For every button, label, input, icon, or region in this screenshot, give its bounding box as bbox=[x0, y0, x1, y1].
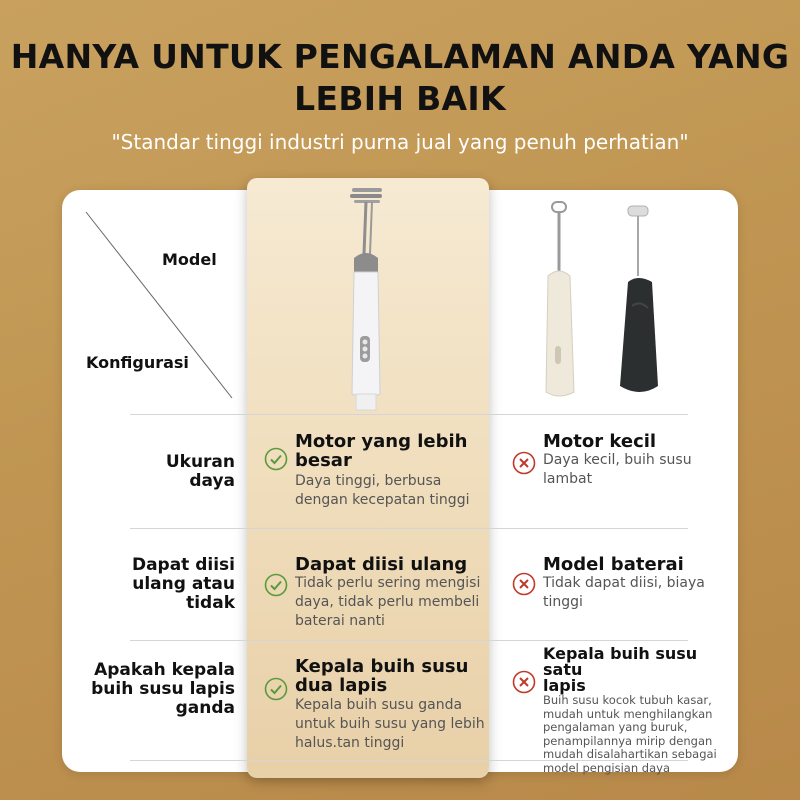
desc-line: model pengisian daya bbox=[543, 760, 670, 775]
page-headline bbox=[0, 36, 800, 120]
desc-line: mudah disalahartikan sebagai bbox=[543, 747, 717, 761]
ours-power-cell bbox=[295, 432, 485, 510]
row-divider-3 bbox=[130, 640, 688, 641]
cross-circle-icon bbox=[512, 451, 536, 475]
row-divider-2 bbox=[130, 528, 688, 529]
ours-recharge-title bbox=[295, 555, 487, 574]
theirs-power-title bbox=[543, 432, 723, 451]
row-label-line: ulang atau bbox=[132, 574, 235, 594]
desc-line: penampilannya mirip dengan bbox=[543, 733, 713, 748]
theirs-head-desc bbox=[543, 694, 728, 775]
row-label-power bbox=[166, 453, 235, 491]
title-line: Model baterai bbox=[543, 554, 684, 575]
row-divider-1 bbox=[130, 414, 688, 415]
row-label-line: ganda bbox=[175, 698, 235, 718]
desc-line: Daya kecil, buih susu bbox=[543, 452, 692, 468]
title-line: dua lapis bbox=[295, 675, 388, 696]
header-model-label: Model bbox=[162, 250, 217, 269]
row-label-line: daya bbox=[189, 471, 235, 491]
theirs-power-cell bbox=[543, 432, 723, 489]
cross-circle-icon bbox=[512, 572, 536, 596]
row-label-rechargeable bbox=[132, 556, 235, 613]
headline-line-2: LEBIH BAIK bbox=[294, 79, 506, 118]
ours-power-desc bbox=[295, 472, 485, 510]
cross-circle-icon bbox=[512, 670, 536, 694]
title-line: Dapat diisi ulang bbox=[295, 554, 468, 575]
ours-head-desc bbox=[295, 696, 487, 753]
ours-recharge-cell bbox=[295, 555, 487, 631]
ours-power-title bbox=[295, 432, 485, 470]
desc-line: Daya tinggi, berbusa bbox=[295, 473, 442, 489]
desc-line: Tidak dapat diisi, biaya bbox=[543, 575, 705, 591]
check-circle-icon bbox=[264, 677, 288, 701]
row-label-double-head bbox=[91, 661, 235, 718]
theirs-recharge-desc bbox=[543, 574, 723, 612]
theirs-power-desc bbox=[543, 451, 723, 489]
ours-head-cell bbox=[295, 657, 487, 753]
theirs-head-cell bbox=[543, 646, 728, 775]
desc-line: mudah untuk menghilangkan bbox=[543, 706, 713, 721]
check-circle-icon bbox=[264, 447, 288, 471]
title-line: lapis bbox=[543, 676, 586, 695]
page-subtitle: "Standar tinggi industri purna jual yang penuh perhatian" bbox=[111, 130, 689, 154]
desc-line: Buih susu kocok tubuh kasar, bbox=[543, 693, 712, 707]
desc-line: dengan kecepatan tinggi bbox=[295, 492, 470, 508]
title-line: Motor yang lebih bbox=[295, 431, 468, 452]
title-line: Kepala buih susu satu bbox=[543, 644, 698, 679]
product-frother-image bbox=[320, 184, 410, 414]
competitor-frother-image bbox=[528, 196, 678, 406]
desc-line: Kepala buih susu ganda bbox=[295, 697, 463, 713]
title-line: Motor kecil bbox=[543, 431, 657, 452]
theirs-recharge-cell bbox=[543, 555, 723, 612]
theirs-recharge-title bbox=[543, 555, 723, 574]
row-label-line: buih susu lapis bbox=[91, 679, 235, 699]
desc-line: lambat bbox=[543, 471, 593, 487]
ours-head-title bbox=[295, 657, 487, 695]
desc-line: baterai nanti bbox=[295, 613, 385, 629]
row-label-line: Apakah kepala bbox=[94, 660, 235, 680]
check-circle-icon bbox=[264, 573, 288, 597]
desc-line: halus.tan tinggi bbox=[295, 735, 405, 751]
desc-line: daya, tidak perlu membeli bbox=[295, 594, 480, 610]
title-line: besar bbox=[295, 450, 352, 471]
desc-line: tinggi bbox=[543, 594, 583, 610]
theirs-head-title bbox=[543, 646, 728, 694]
title-line: Kepala buih susu bbox=[295, 656, 469, 677]
desc-line: Tidak perlu sering mengisi bbox=[295, 575, 481, 591]
headline-line-1: HANYA UNTUK PENGALAMAN ANDA YANG bbox=[10, 37, 790, 76]
header-config-label: Konfigurasi bbox=[86, 353, 189, 372]
row-label-line: Dapat diisi bbox=[131, 555, 235, 575]
row-label-line: Ukuran bbox=[165, 452, 235, 472]
row-label-line: tidak bbox=[186, 593, 235, 613]
desc-line: pengalaman yang buruk, bbox=[543, 720, 688, 734]
desc-line: untuk buih susu yang lebih bbox=[295, 716, 485, 732]
ours-recharge-desc bbox=[295, 574, 487, 631]
